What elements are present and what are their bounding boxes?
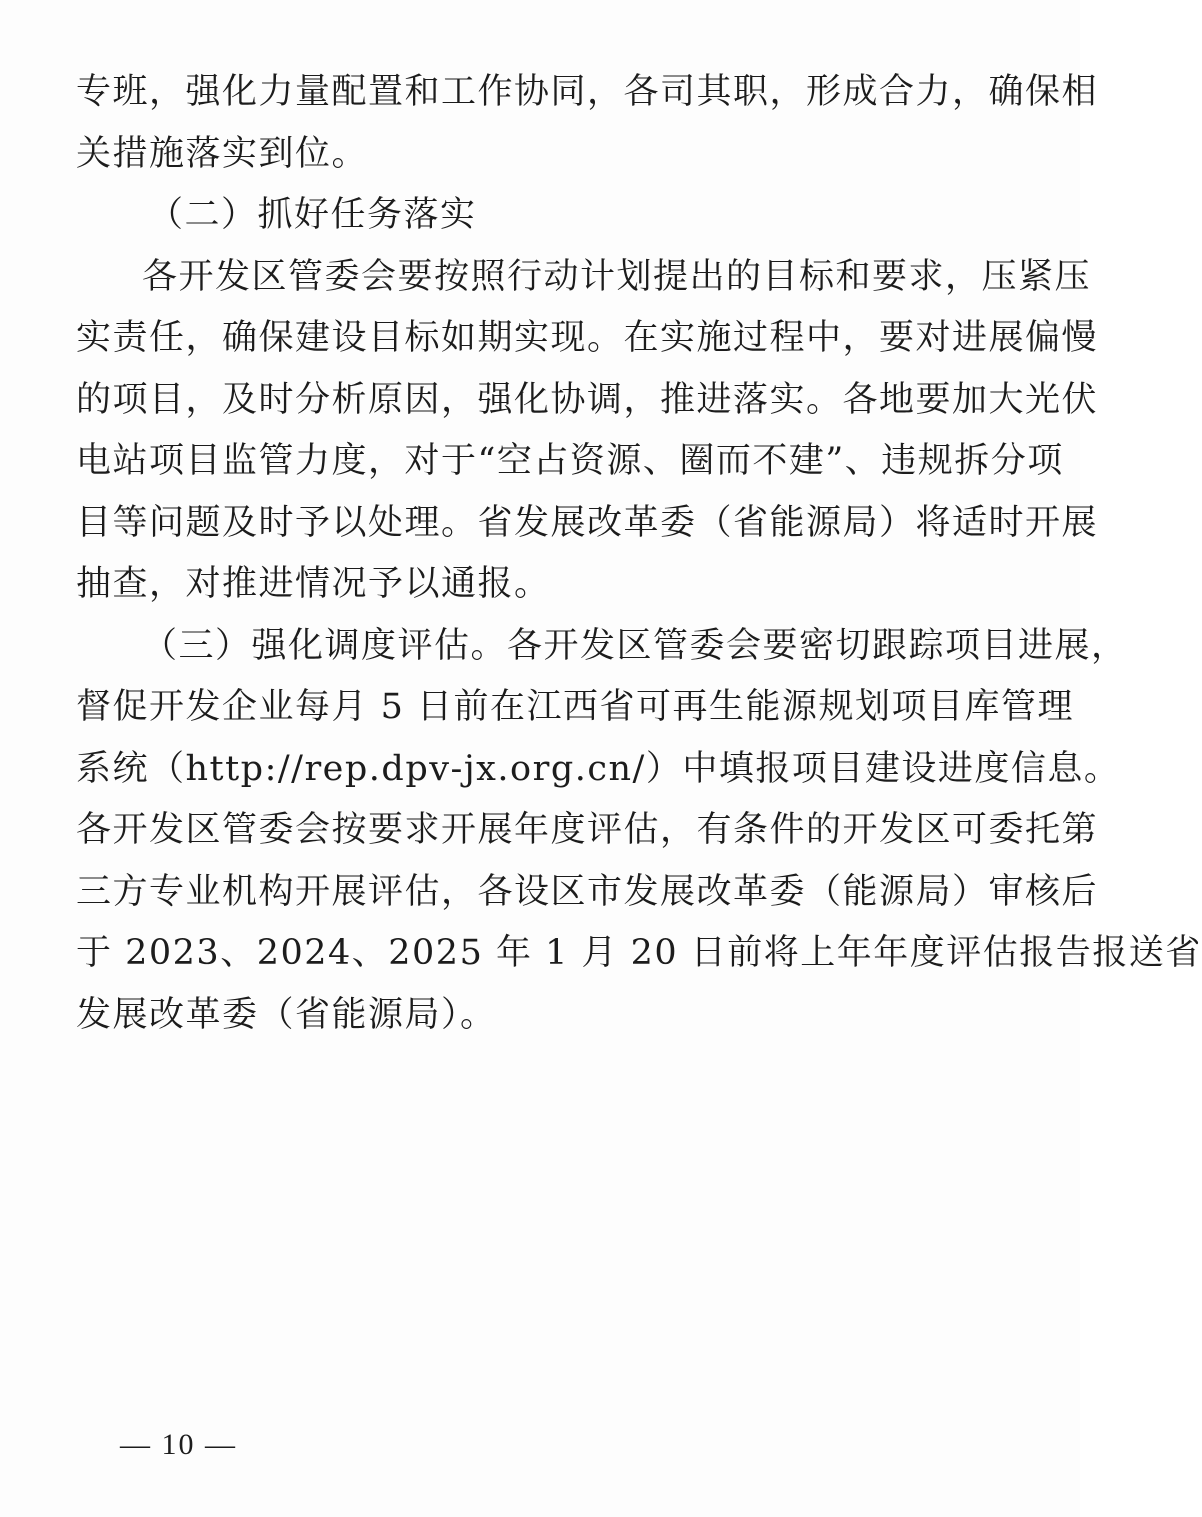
text-line: 关措施落实到位。 <box>76 133 369 174</box>
text-line: 目等问题及时予以处理。省发展改革委（省能源局）将适时开展 <box>76 502 1099 543</box>
text-line: 抽查，对推进情况予以通报。 <box>76 564 551 604</box>
text-line: 专班，强化力量配置和工作协同，各司其职，形成合力，确保相 <box>76 72 1099 112</box>
section-heading-inline: （三）强化调度评估。各开发区管委会要密切跟踪项目进展， <box>142 625 1128 666</box>
text-line: 督促开发企业每月 5 日前在江西省可再生能源规划项目库管理 <box>76 687 1075 727</box>
document-body <box>76 62 1202 1046</box>
section-heading: （二）抓好任务落实 <box>148 195 477 235</box>
text-line: 各开发区管委会要按照行动计划提出的目标和要求，压紧压 <box>142 256 1092 297</box>
text-line: 发展改革委（省能源局）。 <box>76 994 497 1035</box>
text-line: 的项目，及时分析原因，强化协调，推进落实。各地要加大光伏 <box>76 379 1099 420</box>
page-number: — 10 — <box>120 1428 237 1461</box>
text-line: 各开发区管委会按要求开展年度评估，有条件的开发区可委托第 <box>76 810 1099 850</box>
text-line: 于 2023、2024、2025 年 1 月 20 日前将上年年度评估报告报送省 <box>76 933 1202 973</box>
text-line: 实责任，确保建设目标如期实现。在实施过程中，要对进展偏慢 <box>76 318 1099 358</box>
text-line: 电站项目监管力度，对于“空占资源、圈而不建”、违规拆分项 <box>76 441 1064 481</box>
text-line: 三方专业机构开展评估，各设区市发展改革委（能源局）审核后 <box>76 871 1099 912</box>
text-line: 系统（http://rep.dpv-jx.org.cn/）中填报项目建设进度信息。 <box>76 748 1121 789</box>
